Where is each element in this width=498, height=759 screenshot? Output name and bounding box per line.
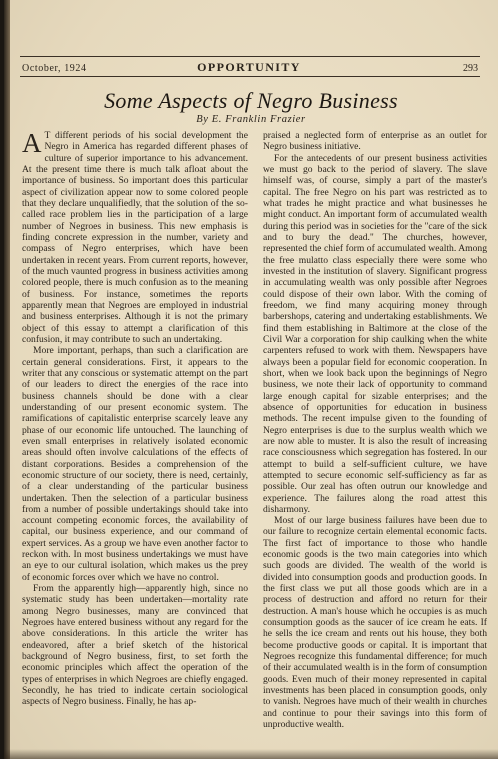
right-column	[263, 130, 487, 730]
article-byline: By E. Franklin Frazier	[196, 114, 306, 125]
header-bottom-rule	[20, 76, 480, 77]
magazine-page	[4, 0, 498, 759]
magazine-name: OPPORTUNITY	[197, 60, 301, 74]
page-bottom-shadow	[4, 749, 498, 759]
paragraph: More important, perhaps, than such a clarification are certain general considerations. First, it appears to the writer that any conscious or systematic attempt on the part of our leaders to direct the energies of the race into business channels should be done with a clear understanding of our present economic system. The ramifications of capitalistic enterprise scarcely leave any phase of our economic life untouched. The launching of even small enterprises in relatively isolated economic areas should often involve calculations of the effects of distant corporations. Besides a comprehension of the economic structure of our society, there is need, certainly, of a clear understanding of the particular business undertaken. Then the selection of a particular business from a number of possible undertakings should take into account competing economic forces, the availability of capital, our business experience, and our command of expert services. As a group we have even another factor to reckon with. In most business undertakings we must have an eye to our cultural isolation, which makes us the prey of economic forces over which we have no control.	[22, 345, 248, 583]
issue-date: October, 1924	[22, 63, 87, 74]
paragraph	[22, 130, 248, 345]
paragraph: For the antecedents of our present business activities we must go back to the period of slavery. The slave himself was, of course, simply a part of the master's capital. The free Negro on his part was restricted as to what trades he might practice and what businesses he might conduct. An important form of accumulated wealth during this period was in societies for the "care of the sick and to bury the dead." The churches, however, represented the chief form of accumulated wealth. Among the free mulatto class especially there were some who invested in the institution of slavery. Significant progress in accumulating wealth was only possible after Negroes could dispose of their own labor. With the coming of freedom, we find many acquiring money through barbershops, catering and undertaking establishments. We find them establishing in Baltimore at the close of the Civil War a corporation for ship caulking when the white carpenters refused to work with them. Newspapers have always been a popular field for economic cooperation. In short, when we look back upon the beginnings of Negro business, we note their lack of opportunity to command large enough capital for sizable enterprises; and the absence of opportunities for education in business methods. The recent impulse given to the founding of Negro enterprises is due to the surplus wealth which we are now able to muster. It is also the result of increasing race consciousness which segregation has fostered. In our attempt to build a self-sufficient culture, we have attempted to secure economic self-sufficiency as far as possible. Our zeal has often outrun our knowledge and experience. The failures along the road attest this disharmony.	[263, 152, 487, 515]
paragraph: Most of our large business failures have been due to our failure to recognize certain elemental economic facts. The first fact of importance to those who handle economic goods is the two main categories into which such goods are divided. The wealth of the world is divided into consumption goods and production goods. In the first class we put all those goods which are in a process of destruction and afford no return for their destruction. A man's house which he occupies is as much consumption goods as the saucer of ice cream he eats. If he sells the ice cream and rents out his house, they both become productive goods or capital. It is important that Negroes recognize this fundamental difference; for much of their accumulated wealth is in the form of consumption goods. Even much of their money represented in capital investments has been placed in consumption goods, only to vanish. Negroes have much of their wealth in churches and continue to pour their savings into this form of unproductive wealth.	[263, 515, 487, 731]
left-column	[22, 130, 248, 708]
paragraph: praised a neglected form of enterprise as an outlet for Negro business initiative.	[263, 130, 487, 153]
drop-cap: A	[22, 128, 42, 158]
paragraph-text: T different periods of his social development the Negro in America has regarded different phases of culture of superior importance to his advancement. At the present time there is much talk afloat about the importance of business. So important does this particular aspect of civilization appear now to some colored people that they declare unqualifiedly, that the solution of the so-called race problem lies in the participation of a large number of Negroes in business. This new emphasis is finding concrete expression in the number, variety and compass of Negro enterprises, which have been undertaken in recent years. From current reports, however, of the much vaunted progress in business activities among colored people, there is much confusion as to the meaning of business. For instance, sometimes the reports apparently mean that Negroes are employed in industrial and business enterprises. Although it is not the primary object of this essay to attempt a clarification of this confusion, it may contribute to such an undertaking.	[22, 130, 248, 345]
article-title: Some Aspects of Negro Business	[104, 88, 398, 113]
running-header	[18, 58, 480, 74]
header-top-rule	[20, 56, 480, 57]
paragraph: From the apparently high—apparently high, since no systematic study has been undertaken—mortality rate among Negro businesses, many are convinced that Negroes have entered business without any regard for the above considerations. In this article the writer has endeavored, after a brief sketch of the historical background of Negro business, first, to set forth the economic principles which affect the operation of the types of enterprises in which Negroes are chiefly engaged. Secondly, he has tried to indicate certain sociological aspects of Negro business. Finally, he has ap-	[22, 583, 248, 708]
page-number: 293	[463, 63, 478, 74]
